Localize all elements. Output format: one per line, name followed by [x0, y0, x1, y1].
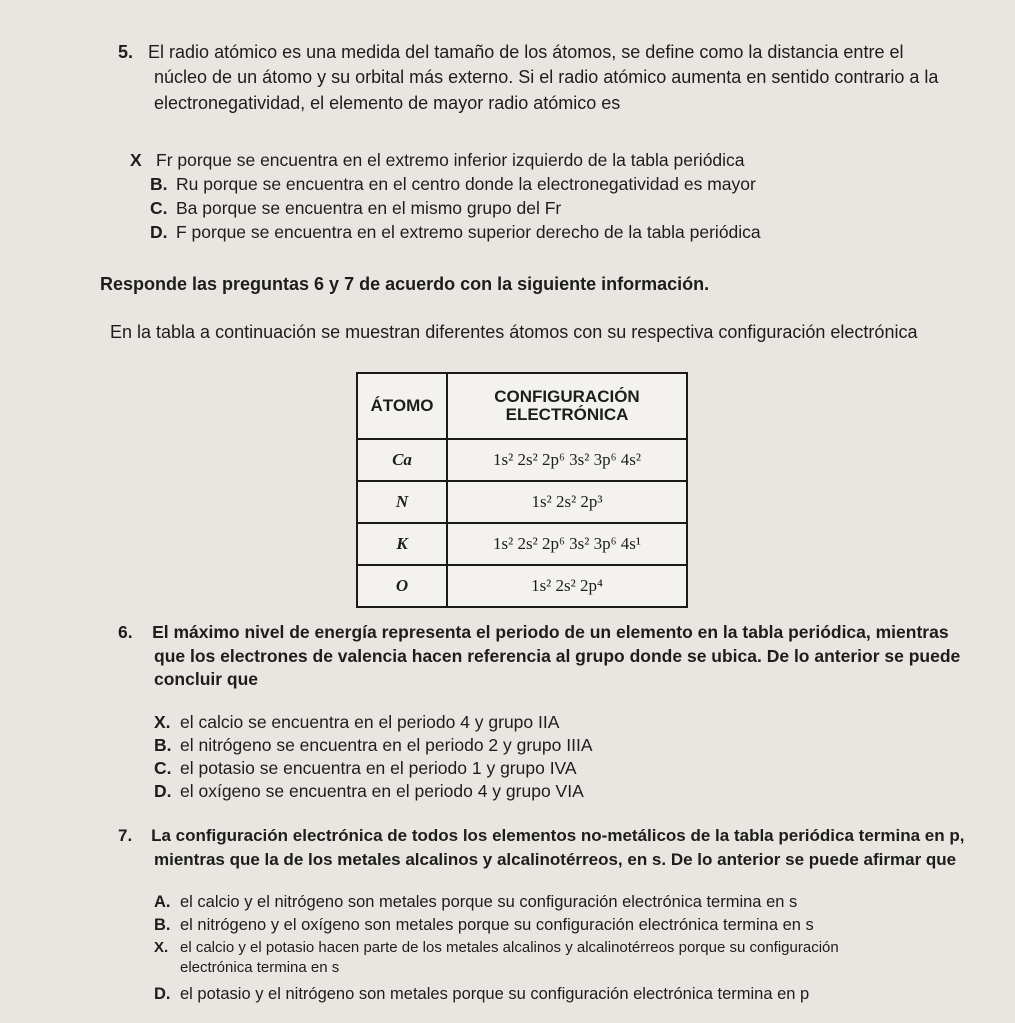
q7-line1 [118, 826, 964, 846]
q7-option-c-mark: X. [154, 939, 169, 956]
table-header-row [357, 373, 687, 439]
table-intro: En la tabla a continuación se muestran diferentes átomos con su respectiva configuración electrónica [110, 322, 918, 342]
q5-line1 [118, 42, 903, 63]
q5-line2: núcleo de un átomo y su orbital más externo. Si el radio atómico aumenta en sentido contrario a la [154, 67, 939, 87]
q7-option-a [154, 893, 797, 912]
config-cell: 1s² 2s² 2p³ [447, 481, 687, 523]
q5-option-c-letter: C. [150, 198, 168, 218]
electron-config-table [356, 372, 688, 608]
q7-option-c [154, 939, 839, 956]
q6-option-c-text: el potasio se encuentra en el periodo 1 y grupo IVA [180, 758, 577, 778]
q7-option-d-letter: D. [154, 985, 171, 1003]
q5-option-b-text: Ru porque se encuentra en el centro donde la electronegatividad es mayor [176, 174, 756, 194]
config-cell: 1s² 2s² 2p⁶ 3s² 3p⁶ 4s² [447, 439, 687, 481]
q6-option-a-text: el calcio se encuentra en el periodo 4 y grupo IIA [180, 712, 560, 732]
q5-option-c [150, 198, 561, 219]
instructions: Responde las preguntas 6 y 7 de acuerdo con la siguiente información. [100, 274, 710, 294]
header-config-line1: CONFIGURACIÓN [494, 387, 640, 406]
table-row [357, 523, 687, 565]
q7-option-a-text: el calcio y el nitrógeno son metales porque su configuración electrónica termina en s [180, 893, 798, 911]
q6-option-b-letter: B. [154, 735, 172, 755]
q6-option-d-text: el oxígeno se encuentra en el periodo 4 y grupo VIA [180, 781, 584, 801]
q5-option-a [130, 150, 745, 171]
atom-cell: O [357, 565, 447, 607]
q7-option-b-text: el nitrógeno y el oxígeno son metales porque su configuración electrónica termina en s [180, 916, 814, 934]
table-row [357, 565, 687, 607]
q6-line1 [118, 622, 949, 643]
q6-line3: concluir que [154, 669, 259, 689]
q6-option-c [154, 758, 577, 779]
atom-cell: Ca [357, 439, 447, 481]
q5-option-d [150, 222, 761, 243]
q6-number: 6. [118, 622, 133, 642]
q7-option-c-text: el calcio y el potasio hacen parte de los metales alcalinos y alcalinotérreos porque su configuración [180, 939, 839, 956]
q7-line2: mientras que la de los metales alcalinos y alcalinotérreos, en s. De lo anterior se puede afirmar que [154, 850, 957, 869]
header-config [447, 373, 687, 439]
q7-text-1: La configuración electrónica de todos los elementos no-metálicos de la tabla periódica termina en p, [151, 826, 965, 845]
q5-option-b [150, 174, 756, 195]
q7-option-b-letter: B. [154, 916, 171, 934]
q6-line2: que los electrones de valencia hacen referencia al grupo donde se ubica. De lo anterior se puede [154, 646, 961, 666]
q7-option-d [154, 985, 809, 1004]
q7-number: 7. [118, 826, 133, 845]
q5-option-b-letter: B. [150, 174, 168, 194]
table-row [357, 439, 687, 481]
atom-cell: N [357, 481, 447, 523]
table-row [357, 481, 687, 523]
header-config-line2: ELECTRÓNICA [505, 405, 629, 424]
q6-option-b-text: el nitrógeno se encuentra en el periodo 2 y grupo IIIA [180, 735, 593, 755]
q5-option-c-text: Ba porque se encuentra en el mismo grupo del Fr [176, 198, 562, 218]
config-cell: 1s² 2s² 2p⁶ 3s² 3p⁶ 4s¹ [447, 523, 687, 565]
q6-option-a [154, 712, 559, 733]
q6-option-d-letter: D. [154, 781, 172, 801]
q7-option-a-letter: A. [154, 893, 171, 911]
q6-option-c-letter: C. [154, 758, 172, 778]
q6-option-a-mark: X. [154, 712, 171, 732]
atom-cell: K [357, 523, 447, 565]
q7-option-c-continued [180, 959, 339, 976]
q6-text-1: El máximo nivel de energía representa el periodo de un elemento en la tabla periódica, mientras [152, 622, 949, 642]
header-atom: ÁTOMO [357, 373, 447, 439]
q5-number: 5. [118, 42, 134, 62]
q7-option-d-text: el potasio y el nitrógeno son metales porque su configuración electrónica termina en p [180, 985, 810, 1003]
q6-option-d [154, 781, 584, 802]
q7-option-c-text-2: electrónica termina en s [180, 959, 340, 976]
q5-option-a-mark: X [130, 150, 142, 170]
q5-text-1: El radio atómico es una medida del tamaño de los átomos, se define como la distancia entre el [148, 42, 904, 62]
q5-option-d-text: F porque se encuentra en el extremo superior derecho de la tabla periódica [176, 222, 761, 242]
config-cell: 1s² 2s² 2p⁴ [447, 565, 687, 607]
q5-option-a-text: Fr porque se encuentra en el extremo inferior izquierdo de la tabla periódica [156, 150, 745, 170]
q5-line3: electronegatividad, el elemento de mayor radio atómico es [154, 93, 621, 113]
q7-option-b [154, 916, 814, 935]
q5-option-d-letter: D. [150, 222, 168, 242]
q6-option-b [154, 735, 593, 756]
